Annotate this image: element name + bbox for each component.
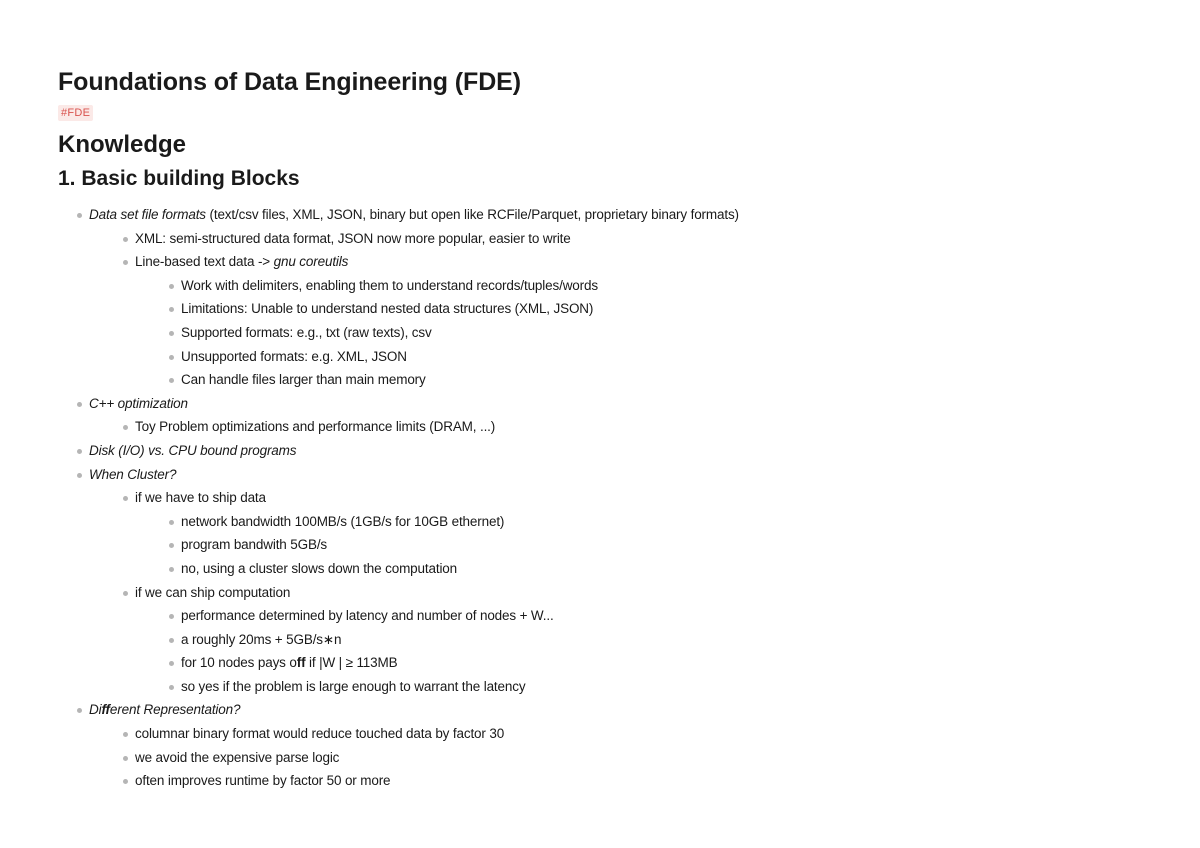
list-item: Unsupported formats: e.g. XML, JSON [181, 348, 407, 364]
list-item: Can handle files larger than main memory [181, 372, 426, 388]
list-item: XML: semi-structured data format, JSON now more popular, easier to write [135, 230, 571, 246]
list-item-file-formats [76, 203, 1200, 392]
list-item-when-cluster: When Cluster? if we have to ship data network bandwidth 100MB/s (1GB/s for 10GB ethernet) program bandwith 5GB/s no, using a cluster slows down the computation if we can ship computation performance determined by latency and number of nodes + W... a roughly 20ms + 5GB/s∗n for 10 nodes pays off if |W | ≥ 113MB so yes if the problem is large enough to warrant the latency [76, 463, 1200, 699]
list-item-ship-data: if we have to ship data network bandwidth 100MB/s (1GB/s for 10GB ethernet) program bandwith 5GB/s no, using a cluster slows down the computation [122, 486, 1200, 580]
list-item-different-representation: Different Representation? columnar binary format would reduce touched data by factor 30 we avoid the expensive parse logic often improves runtime by factor 50 or more [76, 698, 1200, 792]
list-item-label: Data set file formats [89, 207, 206, 222]
list-item: program bandwith 5GB/s [181, 537, 328, 553]
list-item-disk-vs-cpu: Disk (I/O) vs. CPU bound programs [89, 442, 297, 458]
list-item: Work with delimiters, enabling them to understand records/tuples/words [181, 277, 598, 293]
list-item-detail: (text/csv files, XML, JSON, binary but open like RCFile/Parquet, proprietary binary formats) [205, 207, 739, 222]
list-item-cpp-optimization: C++ optimization Toy Problem optimizations and performance limits (DRAM, ...) [76, 392, 1200, 439]
list-item: we avoid the expensive parse logic [135, 749, 340, 765]
list-item: Toy Problem optimizations and performance limits (DRAM, ...) [135, 419, 496, 435]
list-item: network bandwidth 100MB/s (1GB/s for 10GB ethernet) [181, 513, 505, 529]
page-title: Foundations of Data Engineering (FDE) [58, 68, 521, 96]
list-item: Limitations: Unable to understand nested data structures (XML, JSON) [181, 301, 594, 317]
fde-tag[interactable]: #FDE [58, 105, 93, 121]
list-item: a roughly 20ms + 5GB/s∗n [181, 631, 342, 647]
list-item: no, using a cluster slows down the computation [181, 560, 458, 576]
subsection-heading-basic-building-blocks: 1. Basic building Blocks [58, 167, 300, 190]
list-item: columnar binary format would reduce touched data by factor 30 [135, 726, 505, 742]
list-item: often improves runtime by factor 50 or more [135, 773, 391, 789]
list-item: Supported formats: e.g., txt (raw texts), csv [181, 324, 432, 340]
section-heading-knowledge: Knowledge [58, 131, 187, 158]
list-item-ship-computation: if we can ship computation performance determined by latency and number of nodes + W... a roughly 20ms + 5GB/s∗n for 10 nodes pays off if |W | ≥ 113MB so yes if the problem is large enough to warrant the latency [122, 581, 1200, 699]
list-item: performance determined by latency and number of nodes + W... [181, 608, 554, 624]
list-item: for 10 nodes pays off if |W | ≥ 113MB [181, 655, 398, 671]
list-item: so yes if the problem is large enough to warrant the latency [181, 678, 526, 694]
bullet-list [58, 203, 1200, 793]
list-item-line-based: Line-based text data -> gnu coreutils Work with delimiters, enabling them to understand records/tuples/words Limitations: Unable to understand nested data structures (XML, JSON) Supported formats: e.g., txt (raw texts), csv Unsupported formats: e.g. XML, JSON Can handle files larger than main memory [122, 250, 1200, 392]
